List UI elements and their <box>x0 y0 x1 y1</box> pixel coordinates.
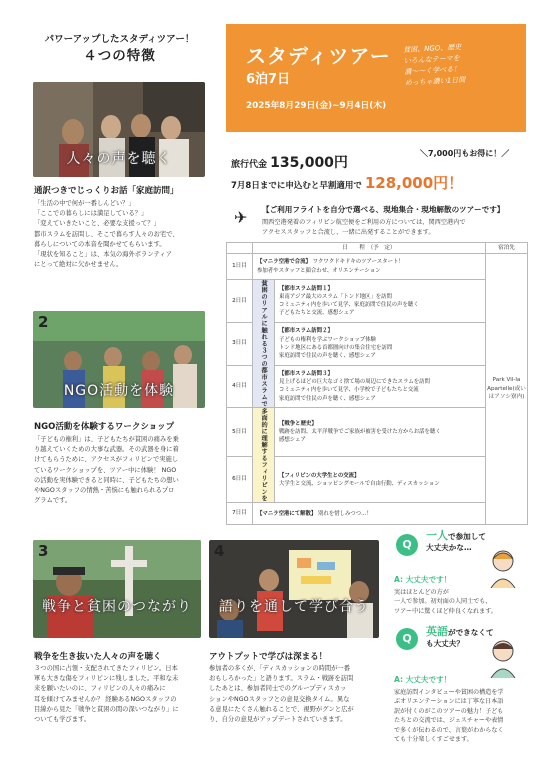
schedule-content: 【フィリピンの大学生との交流】 大学生と交流、ショッピングモールで自由行動、ディスカッション <box>275 457 486 503</box>
section-4-heading: アウトプットで学びは深まる！ <box>209 652 328 662</box>
question-1: 一人で参加して 大丈夫かな… <box>426 529 486 553</box>
answer-1-heading: A: 大丈夫です！ <box>394 575 452 584</box>
flight-text: 関西空港発着のフィリピン航空便をご利用の方については、関西空港内で アクセススタッフと合流し、一緒に出発することができます。 <box>262 219 466 236</box>
tour-handwritten-note: 貧困、NGO、歴史 いろんなテーマを 濃～～く学べる！ めっちゃ濃い1日間 <box>402 43 466 87</box>
question-2-icon: Q <box>396 628 418 650</box>
person-thinking-icon <box>486 548 520 588</box>
section-1-caption: 人々の声を聴く <box>66 151 172 167</box>
schedule-row <box>227 254 528 280</box>
schedule-day: 4日目 <box>227 365 253 408</box>
schedule-content: 【戦争と歴史】 戦跡を訪問、太平洋戦争でご家族が被害を受けた方からお話を聴く 感想シェア <box>275 408 486 457</box>
schedule-day: 1日目 <box>227 254 253 280</box>
price-deal-badge: ＼7,000円もお得に！／ <box>420 149 510 158</box>
schedule-day: 2日目 <box>227 280 253 323</box>
tour-dates: 2025年8月29日(金)~9月4日(木) <box>246 101 387 111</box>
price-regular <box>231 152 348 172</box>
schedule-side-label-2: 多面的に理解するフィリピンを <box>253 408 275 503</box>
section-4-photo-art <box>209 540 379 638</box>
schedule-day: 7日目 <box>227 503 253 525</box>
schedule-day: 5日目 <box>227 408 253 457</box>
early-mid: までに申込むと <box>259 181 320 191</box>
schedule-header-hotel: 宿泊先 <box>486 243 528 254</box>
section-2-heading: NGO活動を体験するワークショップ <box>34 422 175 432</box>
section-1-heading: 通訳つきでじっくりお話「家庭訪問」 <box>34 186 179 196</box>
section-1-text: 「生活の中で何が一番しんどい？」 「ここでの暮らしには満足している？」 「変えていきたいこと、必要な支援って？」 都市スラムを訪問し、そこで暮らす人々のお宅で、 暮らしについての本音を聞かせてもらいます。 「現状を知ること」は、本気の海外ボランティア にとって絶対に欠かせません。 <box>34 200 179 269</box>
features-title: ４つの特徴 <box>83 47 156 64</box>
schedule-day: 3日目 <box>227 322 253 365</box>
price-early <box>231 172 463 193</box>
tour-duration: 6泊7日 <box>246 72 291 87</box>
schedule-content: 【都市スラム訪問１】 東南アジア最大のスラム「トンド地区」を訪問 コミュニティ内を歩いて見学、家庭訪問で住民の声を聴く 子どもたちと交流、感想シェア <box>275 280 486 323</box>
answer-1-text: 実はほとんどの方が 一人で参加。初対面の人同士でも、 ツアー中に驚くほど仲良くなれます。 <box>394 589 497 615</box>
section-3-heading: 戦争を生き抜いた人々の声を聴く <box>34 652 162 662</box>
section-4-photo <box>209 540 379 638</box>
schedule-side-label-1: 貧困のリアルに触れる３つの都市スラムで <box>253 280 275 408</box>
section-3-caption: 戦争と貧困のつながり <box>42 599 192 615</box>
schedule-header-row <box>227 243 528 254</box>
section-3-photo <box>33 540 201 638</box>
schedule-row <box>227 503 528 525</box>
airplane-icon: ✈ <box>234 208 248 227</box>
answer-2-heading: A: 大丈夫です！ <box>394 675 452 684</box>
section-2-number: 2 <box>38 313 49 331</box>
schedule-content: 【都市スラム訪問２】 子どもの権利を学ぶワークショップ体験 トンド地区にある首都圏向けの集合住宅を訪問 家庭訪問で住民の声を聴く、感想シェア <box>275 322 486 365</box>
schedule-content: 【マニラ空港にて解散】 別れを惜しみつつ…！ <box>253 503 486 525</box>
question-2: 英語ができなくて も大丈夫？ <box>426 625 494 649</box>
section-2-photo <box>33 311 205 408</box>
section-1-photo <box>33 82 205 177</box>
price-label: 旅行代金 <box>231 160 268 170</box>
section-4-caption: 語りを通して学び合う <box>219 599 369 615</box>
price-amount: 135,000円 <box>270 155 348 171</box>
section-2-caption: NGO活動を体験 <box>63 383 175 399</box>
schedule-hotel: Park Vil-la Apartelle(或いはアソシ寮内) <box>486 254 528 525</box>
features-title-block <box>22 34 217 65</box>
early-word: 早割適用で <box>319 181 362 191</box>
schedule-table <box>226 242 528 525</box>
schedule-content: 【マニラ空港で合流】 ワクワクドキドキのツアースタート！ 参加者やスタッフと顔合わせ、オリエンテーション <box>253 254 486 280</box>
section-4-number: 4 <box>214 542 225 560</box>
section-4-text: 参加者の多くが、「ディスカッションの時間が一番 おもしろかった」と語ります。スラム・戦跡を訪問 したあとは、参加者同士でのグループディスカッ ションやNGOスタッフとの意見交換タイム。異な る意見にたくさん触れることで、視野がグンと広が り、自分の意見がアップデートされていきます。 <box>209 665 354 723</box>
schedule-row <box>227 280 528 323</box>
schedule-day: 6日目 <box>227 457 253 503</box>
section-3-text: ３つの国に占領・支配されてきたフィリピン。日本 軍も大きな傷をフィリピンに残しました。平和な未 来を願いたいのに、フィリピンの人々の痛みに 耳を傾けてみませんか？ 経験あるNGOスタッフの 目線から見た「戦争と貧困の間の深いつながり」に ついても学びます。 <box>34 665 179 723</box>
answer-2-text: 家庭訪問インタビューや貧困の構造を学 ぶオリエンテーションには丁寧な日本語 訳が付くのがこのツアーの魅力！子ども たちとの交流では、ジェスチャーや表情 で多くが伝わるので、言葉がわからなく ても十分楽しくすごせます。 <box>394 689 504 744</box>
section-3-number: 3 <box>38 542 49 560</box>
schedule-content: 【都市スラム訪問３】 見上げるほどの巨大なゴミ捨て場の周辺にできたスラムを訪問 コミュニティ内を歩いて見学、小学校で子どもたちと交流 家庭訪問で住民の声を聴く、感想シェア <box>275 365 486 408</box>
schedule-header-plan: 日 程 （予 定） <box>253 243 486 254</box>
question-1-icon: Q <box>396 534 418 556</box>
early-amount: 128,000円！ <box>364 174 464 192</box>
flight-heading: 【ご利用フライトを自分で選べる、現地集合・現地解散のツアーです】 <box>262 205 505 214</box>
person-worried-icon <box>486 638 520 678</box>
early-date: 7月8日 <box>231 181 260 191</box>
tour-title: スタディツアー <box>246 44 391 68</box>
section-2-text: 「子どもの権利」は、子どもたちが貧困の痛みを乗 り越えていくための大事な武器。その武器を身に着 けてもらうために、アクセスがフィリピンで実施し ているワークショップを、ツアー中に体験！ NGO の活動を実体験できると同時に、子どもたちの想い やNGOスタッフの情熱・苦悩にも触れられるプロ グラムです。 <box>34 436 179 505</box>
section-3-photo-art <box>33 540 201 638</box>
features-subtitle: パワーアップしたスタディツアー！ <box>44 34 195 45</box>
schedule-row <box>227 408 528 457</box>
